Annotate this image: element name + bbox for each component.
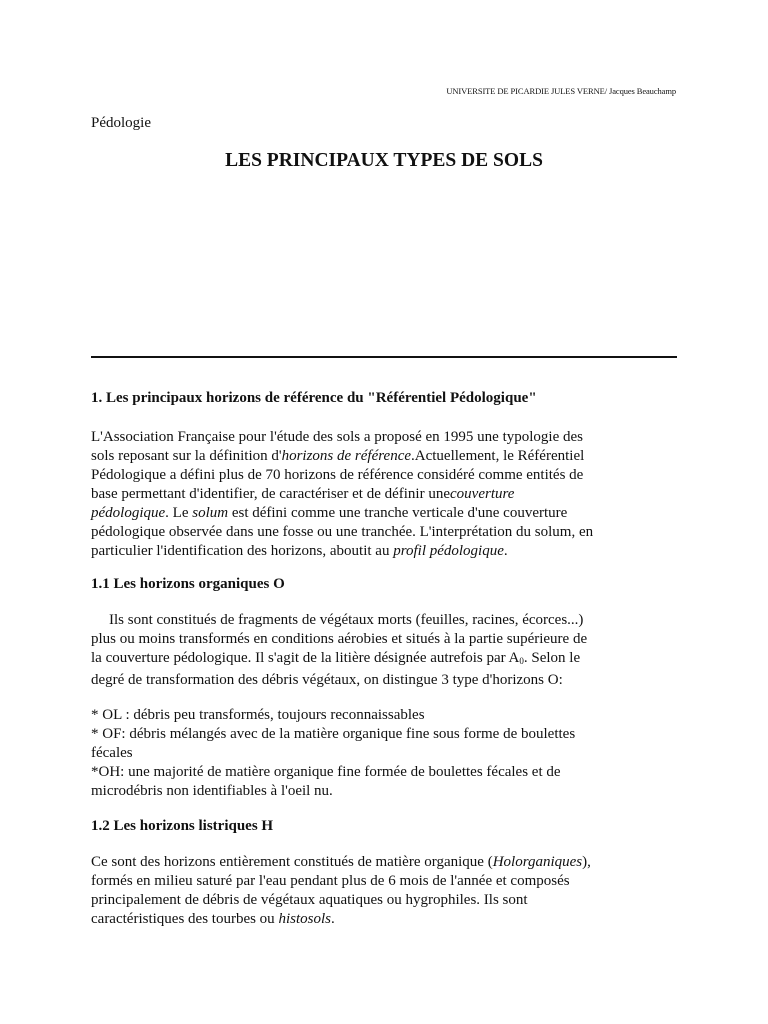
list-item-continuation: fécales <box>91 745 133 761</box>
text-line <box>91 504 691 523</box>
italic-term: pédologique <box>91 505 166 521</box>
horizontal-rule <box>91 356 677 358</box>
italic-term: Holorganiques <box>492 854 583 870</box>
text-line: degré de transformation des débris végétaux, on distingue 3 type d'horizons O: <box>91 672 563 688</box>
text-run: ), <box>582 854 591 870</box>
section-1-2-paragraph <box>91 853 691 929</box>
page-header: UNIVERSITE DE PICARDIE JULES VERNE/ Jacques Beauchamp <box>446 86 676 96</box>
text-line: L'Association Française pour l'étude des sols a proposé en 1995 une typologie des <box>91 429 583 445</box>
italic-term: histosols <box>278 911 331 927</box>
section-1-heading: 1. Les principaux horizons de référence du "Référentiel Pédologique" <box>91 390 537 406</box>
text-run: . Selon le <box>523 650 581 666</box>
text-line: plus ou moins transformés en conditions aérobies et situés à la partie supérieure de <box>91 631 588 647</box>
text-line <box>91 542 691 561</box>
text-line <box>91 910 691 929</box>
text-run: base permettant d'identifier, de caractériser et de définir une <box>91 486 451 502</box>
list-item-continuation: microdébris non identifiables à l'oeil nu. <box>91 783 333 799</box>
text-run: est défini comme une tranche verticale d'une couverture <box>228 505 568 521</box>
document-title: LES PRINCIPAUX TYPES DE SOLS <box>225 150 543 171</box>
text-line: Ils sont constitués de fragments de végétaux morts (feuilles, racines, écorces...) <box>109 612 584 628</box>
italic-term: couverture <box>450 486 515 502</box>
italic-term: horizons de référence <box>281 448 412 464</box>
section-1-2-heading: 1.2 Les horizons listriques H <box>91 818 274 834</box>
horizon-o-list <box>91 706 691 801</box>
section-1-1-paragraph <box>91 611 691 690</box>
text-run: caractéristiques des tourbes ou <box>91 911 279 927</box>
text-run: la couverture pédologique. Il s'agit de la litière désignée autrefois par A <box>91 650 520 666</box>
text-line: pédologique observée dans une fosse ou une tranchée. L'interprétation du solum, en <box>91 524 594 540</box>
text-line: formés en milieu saturé par l'eau pendant plus de 6 mois de l'année et composés <box>91 873 570 889</box>
text-line <box>91 447 691 466</box>
text-run: .Actuellement, le Référentiel <box>411 448 585 464</box>
text-run: . Le <box>165 505 193 521</box>
text-run: sols reposant sur la définition d' <box>91 448 282 464</box>
text-run: . <box>330 911 335 927</box>
text-line: principalement de débris de végétaux aquatiques ou hygrophiles. Ils sont <box>91 892 528 908</box>
subscript: 0 <box>519 656 524 666</box>
text-run: Ce sont des horizons entièrement constitués de matière organique ( <box>91 854 493 870</box>
text-line <box>91 485 691 504</box>
list-item: * OL : débris peu transformés, toujours reconnaissables <box>91 707 425 723</box>
text-run: . <box>503 543 508 559</box>
italic-term: profil pédologique <box>393 543 504 559</box>
list-item: *OH: une majorité de matière organique fine formée de boulettes fécales et de <box>91 764 561 780</box>
text-run: particulier l'identification des horizons, aboutit au <box>91 543 394 559</box>
section-1-1-heading: 1.1 Les horizons organiques O <box>91 576 285 592</box>
text-line <box>91 649 691 671</box>
section-1-paragraph <box>91 428 691 561</box>
text-line: Pédologique a défini plus de 70 horizons de référence considéré comme entités de <box>91 467 584 483</box>
list-item: * OF: débris mélangés avec de la matière organique fine sous forme de boulettes <box>91 726 576 742</box>
italic-term: solum <box>192 505 229 521</box>
text-line <box>91 853 691 872</box>
subject-label: Pédologie <box>91 115 151 131</box>
